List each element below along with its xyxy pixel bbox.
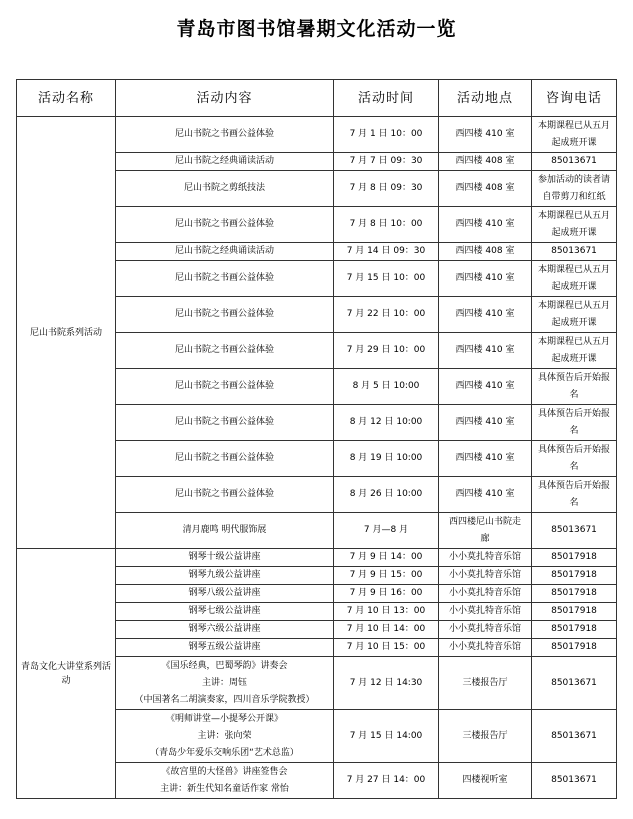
contact-phone-cell — [532, 333, 617, 369]
contact-phone-cell — [532, 171, 617, 207]
header-contact-phone: 咨询电话 — [532, 80, 617, 117]
activity-place-cell — [439, 710, 532, 763]
contact-phone-cell — [532, 621, 617, 639]
activity-place-cell — [439, 477, 532, 513]
contact-phone-cell — [532, 297, 617, 333]
activity-place-cell-line: 西四楼 410 室 — [455, 453, 515, 463]
activity-place-cell-line: 西四楼 410 室 — [455, 417, 515, 427]
contact-phone-cell-line: 具体预告后开始报 — [537, 444, 610, 455]
contact-phone-cell-line: 本期课程已从五月 — [537, 264, 610, 275]
activity-content-cell — [116, 710, 334, 763]
activity-content-cell — [116, 603, 334, 621]
contact-phone-cell — [532, 369, 617, 405]
activity-place-cell-line: 廊 — [480, 533, 490, 544]
activity-place-cell-line: 西四楼 408 室 — [455, 246, 515, 256]
table-row — [17, 549, 617, 567]
activity-content-cell — [116, 441, 334, 477]
activity-place-cell — [439, 171, 532, 207]
contact-phone-cell-line: 85017918 — [551, 606, 597, 616]
contact-phone-cell-line: 参加活动的读者请 — [537, 174, 610, 185]
contact-phone-cell-line: 85013671 — [551, 677, 597, 688]
activity-content-cell-line: 尼山书院之剪纸技法 — [183, 183, 265, 193]
contact-phone-cell — [532, 243, 617, 261]
activity-content-cell-line: （青岛少年爱乐交响乐团“艺术总监） — [150, 747, 299, 758]
activity-content-cell — [116, 405, 334, 441]
activity-place-cell — [439, 567, 532, 585]
contact-phone-cell — [532, 567, 617, 585]
activity-place-cell-line: 西四楼 408 室 — [455, 183, 515, 193]
activity-content-cell-line: 钢琴七级公益讲座 — [188, 606, 261, 616]
activity-content-cell-line: 尼山书院之书画公益体验 — [174, 219, 274, 229]
series-name-cell: 青岛文化大讲堂系列活动 — [17, 549, 116, 799]
activity-content-cell — [116, 585, 334, 603]
activity-content-cell-line: 钢琴十级公益讲座 — [188, 552, 261, 562]
contact-phone-cell-line: 85017918 — [551, 570, 597, 580]
contact-phone-cell-line: 本期课程已从五月 — [537, 336, 610, 347]
activity-content-cell — [116, 513, 334, 549]
activity-content-cell-line: 钢琴五级公益讲座 — [188, 642, 261, 652]
activity-content-cell-line: 主讲：张向荣 — [197, 730, 252, 741]
activity-place-cell-line: 西四楼尼山书院走 — [448, 516, 521, 527]
contact-phone-cell-line: 本期课程已从五月 — [537, 210, 610, 221]
activity-content-cell — [116, 763, 334, 799]
activity-content-cell — [116, 657, 334, 710]
activity-time-cell: 7 月 15 日 10：00 — [334, 261, 439, 297]
contact-phone-cell-line: 具体预告后开始报 — [537, 408, 610, 419]
activity-place-cell-line: 小小莫扎特音乐馆 — [448, 588, 521, 598]
contact-phone-cell-line: 起成班开课 — [551, 317, 597, 328]
contact-phone-cell — [532, 207, 617, 243]
contact-phone-cell-line: 85013671 — [551, 246, 597, 256]
activity-content-cell-line: 尼山书院之经典诵读活动 — [174, 246, 274, 256]
activity-time-cell: 7 月 9 日 15：00 — [334, 567, 439, 585]
contact-phone-cell-line: 85013671 — [551, 525, 597, 535]
contact-phone-cell-line: 85013671 — [551, 730, 597, 741]
activity-place-cell — [439, 333, 532, 369]
activity-time-cell: 7 月 10 日 13：00 — [334, 603, 439, 621]
activity-content-cell-line: 钢琴九级公益讲座 — [188, 570, 261, 580]
contact-phone-cell-line: 名 — [569, 497, 579, 508]
contact-phone-cell — [532, 117, 617, 153]
activity-time-cell: 7 月 10 日 14：00 — [334, 621, 439, 639]
activity-content-cell-line: 尼山书院之书画公益体验 — [174, 309, 274, 319]
activity-content-cell-line: 尼山书院之书画公益体验 — [174, 129, 274, 139]
activity-content-cell — [116, 243, 334, 261]
table-row — [17, 117, 617, 153]
activity-place-cell-line: 小小莫扎特音乐馆 — [448, 624, 521, 634]
activity-place-cell-line: 三楼报告厅 — [462, 730, 508, 741]
contact-phone-cell — [532, 657, 617, 710]
activity-place-cell-line: 四楼视听室 — [462, 775, 508, 785]
activity-content-cell-line: 《明师讲堂—小提琴公开课》 — [165, 713, 283, 724]
activity-content-cell — [116, 639, 334, 657]
activity-place-cell — [439, 297, 532, 333]
activity-content-cell-line: 清月鹿鸣 明代服饰展 — [182, 525, 267, 535]
contact-phone-cell — [532, 513, 617, 549]
activity-place-cell-line: 小小莫扎特音乐馆 — [448, 606, 521, 616]
activity-time-cell: 7 月 29 日 10：00 — [334, 333, 439, 369]
contact-phone-cell-line: 85013671 — [551, 775, 597, 785]
activity-content-cell-line: 主讲：新生代知名童话作家 常怡 — [160, 783, 289, 794]
activity-place-cell — [439, 585, 532, 603]
activity-content-cell-line: 钢琴八级公益讲座 — [188, 588, 261, 598]
activity-content-cell-line: 尼山书院之书画公益体验 — [174, 273, 274, 283]
activity-content-cell — [116, 261, 334, 297]
header-activity-name: 活动名称 — [17, 80, 116, 117]
activity-content-cell-line: 《国乐经典，巴蜀琴韵》讲奏会 — [161, 660, 288, 671]
contact-phone-cell-line: 85017918 — [551, 642, 597, 652]
activity-content-cell-line: 尼山书院之书画公益体验 — [174, 453, 274, 463]
activity-content-cell — [116, 333, 334, 369]
activity-place-cell — [439, 657, 532, 710]
activity-place-cell — [439, 261, 532, 297]
activity-place-cell-line: 三楼报告厅 — [462, 677, 508, 688]
activity-place-cell-line: 西四楼 410 室 — [455, 129, 515, 139]
activity-time-cell: 8 月 19 日 10:00 — [334, 441, 439, 477]
header-activity-time: 活动时间 — [334, 80, 439, 117]
activity-time-cell: 7 月 10 日 15：00 — [334, 639, 439, 657]
activity-place-cell — [439, 405, 532, 441]
contact-phone-cell-line: 具体预告后开始报 — [537, 372, 610, 383]
activity-content-cell — [116, 171, 334, 207]
header-row — [17, 80, 617, 117]
activity-place-cell — [439, 549, 532, 567]
activity-place-cell — [439, 621, 532, 639]
contact-phone-cell — [532, 710, 617, 763]
header-activity-content: 活动内容 — [116, 80, 334, 117]
activity-content-cell — [116, 297, 334, 333]
activity-place-cell — [439, 763, 532, 799]
activity-content-cell-line: 尼山书院之经典诵读活动 — [174, 156, 274, 166]
contact-phone-cell — [532, 153, 617, 171]
activity-place-cell — [439, 603, 532, 621]
activity-content-cell — [116, 477, 334, 513]
activity-time-cell: 8 月 26 日 10:00 — [334, 477, 439, 513]
activity-content-cell-line: （中国著名二胡演奏家，四川音乐学院教授） — [134, 694, 315, 705]
contact-phone-cell-line: 具体预告后开始报 — [537, 480, 610, 491]
activity-content-cell — [116, 153, 334, 171]
series-name-cell: 尼山书院系列活动 — [17, 117, 116, 549]
activity-place-cell-line: 西四楼 410 室 — [455, 219, 515, 229]
activity-content-cell-line: 尼山书院之书画公益体验 — [174, 489, 274, 499]
activity-content-cell — [116, 207, 334, 243]
activity-place-cell-line: 小小莫扎特音乐馆 — [448, 642, 521, 652]
contact-phone-cell-line: 本期课程已从五月 — [537, 120, 610, 131]
contact-phone-cell-line: 名 — [569, 389, 579, 400]
activity-time-cell: 8 月 5 日 10:00 — [334, 369, 439, 405]
activity-place-cell-line: 西四楼 410 室 — [455, 309, 515, 319]
activity-content-cell — [116, 117, 334, 153]
contact-phone-cell-line: 自带剪刀和红纸 — [542, 191, 606, 202]
activity-place-cell — [439, 639, 532, 657]
page-title: 青岛市图书馆暑期文化活动一览 — [176, 18, 457, 40]
activity-content-cell-line: 《故宫里的大怪兽》讲座签售会 — [161, 766, 288, 777]
contact-phone-cell-line: 起成班开课 — [551, 137, 597, 148]
activity-time-cell: 7 月 27 日 14：00 — [334, 763, 439, 799]
activity-time-cell: 7 月 12 日 14:30 — [334, 657, 439, 710]
contact-phone-cell-line: 起成班开课 — [551, 353, 597, 364]
activity-content-cell-line: 钢琴六级公益讲座 — [188, 624, 261, 634]
activity-content-cell-line: 尼山书院之书画公益体验 — [174, 381, 274, 391]
contact-phone-cell-line: 名 — [569, 425, 579, 436]
activity-time-cell: 7 月 9 日 14：00 — [334, 549, 439, 567]
activity-time-cell: 7 月 8 日 09：30 — [334, 171, 439, 207]
activity-place-cell — [439, 117, 532, 153]
activity-content-cell — [116, 549, 334, 567]
activity-place-cell-line: 西四楼 410 室 — [455, 273, 515, 283]
contact-phone-cell-line: 本期课程已从五月 — [537, 300, 610, 311]
header-activity-place: 活动地点 — [439, 80, 532, 117]
activity-place-cell — [439, 369, 532, 405]
activity-place-cell — [439, 513, 532, 549]
activity-place-cell-line: 西四楼 408 室 — [455, 156, 515, 166]
contact-phone-cell — [532, 763, 617, 799]
activity-content-cell — [116, 621, 334, 639]
activity-time-cell: 7 月 14 日 09：30 — [334, 243, 439, 261]
contact-phone-cell — [532, 477, 617, 513]
contact-phone-cell-line: 85017918 — [551, 588, 597, 598]
activity-place-cell-line: 西四楼 410 室 — [455, 345, 515, 355]
activity-time-cell: 8 月 12 日 10:00 — [334, 405, 439, 441]
activity-time-cell: 7 月 15 日 14:00 — [334, 710, 439, 763]
contact-phone-cell-line: 名 — [569, 461, 579, 472]
activity-content-cell — [116, 369, 334, 405]
activity-place-cell — [439, 441, 532, 477]
activity-time-cell: 7 月 8 日 10：00 — [334, 207, 439, 243]
activity-time-cell: 7 月 7 日 09：30 — [334, 153, 439, 171]
contact-phone-cell — [532, 261, 617, 297]
activity-time-cell: 7 月 22 日 10：00 — [334, 297, 439, 333]
contact-phone-cell — [532, 603, 617, 621]
activity-content-cell-line: 尼山书院之书画公益体验 — [174, 345, 274, 355]
contact-phone-cell-line: 起成班开课 — [551, 281, 597, 292]
activity-place-cell-line: 西四楼 410 室 — [455, 489, 515, 499]
activity-time-cell: 7 月—8 月 — [334, 513, 439, 549]
activity-place-cell — [439, 153, 532, 171]
contact-phone-cell-line: 85017918 — [551, 624, 597, 634]
activity-place-cell-line: 小小莫扎特音乐馆 — [448, 570, 521, 580]
activity-place-cell-line: 小小莫扎特音乐馆 — [448, 552, 521, 562]
contact-phone-cell — [532, 585, 617, 603]
contact-phone-cell-line: 85013671 — [551, 156, 597, 166]
contact-phone-cell-line: 85017918 — [551, 552, 597, 562]
activity-place-cell — [439, 243, 532, 261]
activity-place-cell-line: 西四楼 410 室 — [455, 381, 515, 391]
activity-place-cell — [439, 207, 532, 243]
table-body — [17, 117, 617, 799]
activity-table — [16, 79, 617, 799]
activity-content-cell-line: 尼山书院之书画公益体验 — [174, 417, 274, 427]
contact-phone-cell — [532, 441, 617, 477]
activity-content-cell — [116, 567, 334, 585]
contact-phone-cell — [532, 405, 617, 441]
contact-phone-cell-line: 起成班开课 — [551, 227, 597, 238]
activity-time-cell: 7 月 1 日 10：00 — [334, 117, 439, 153]
contact-phone-cell — [532, 639, 617, 657]
contact-phone-cell — [532, 549, 617, 567]
activity-content-cell-line: 主讲：周钰 — [201, 677, 247, 688]
activity-time-cell: 7 月 9 日 16：00 — [334, 585, 439, 603]
